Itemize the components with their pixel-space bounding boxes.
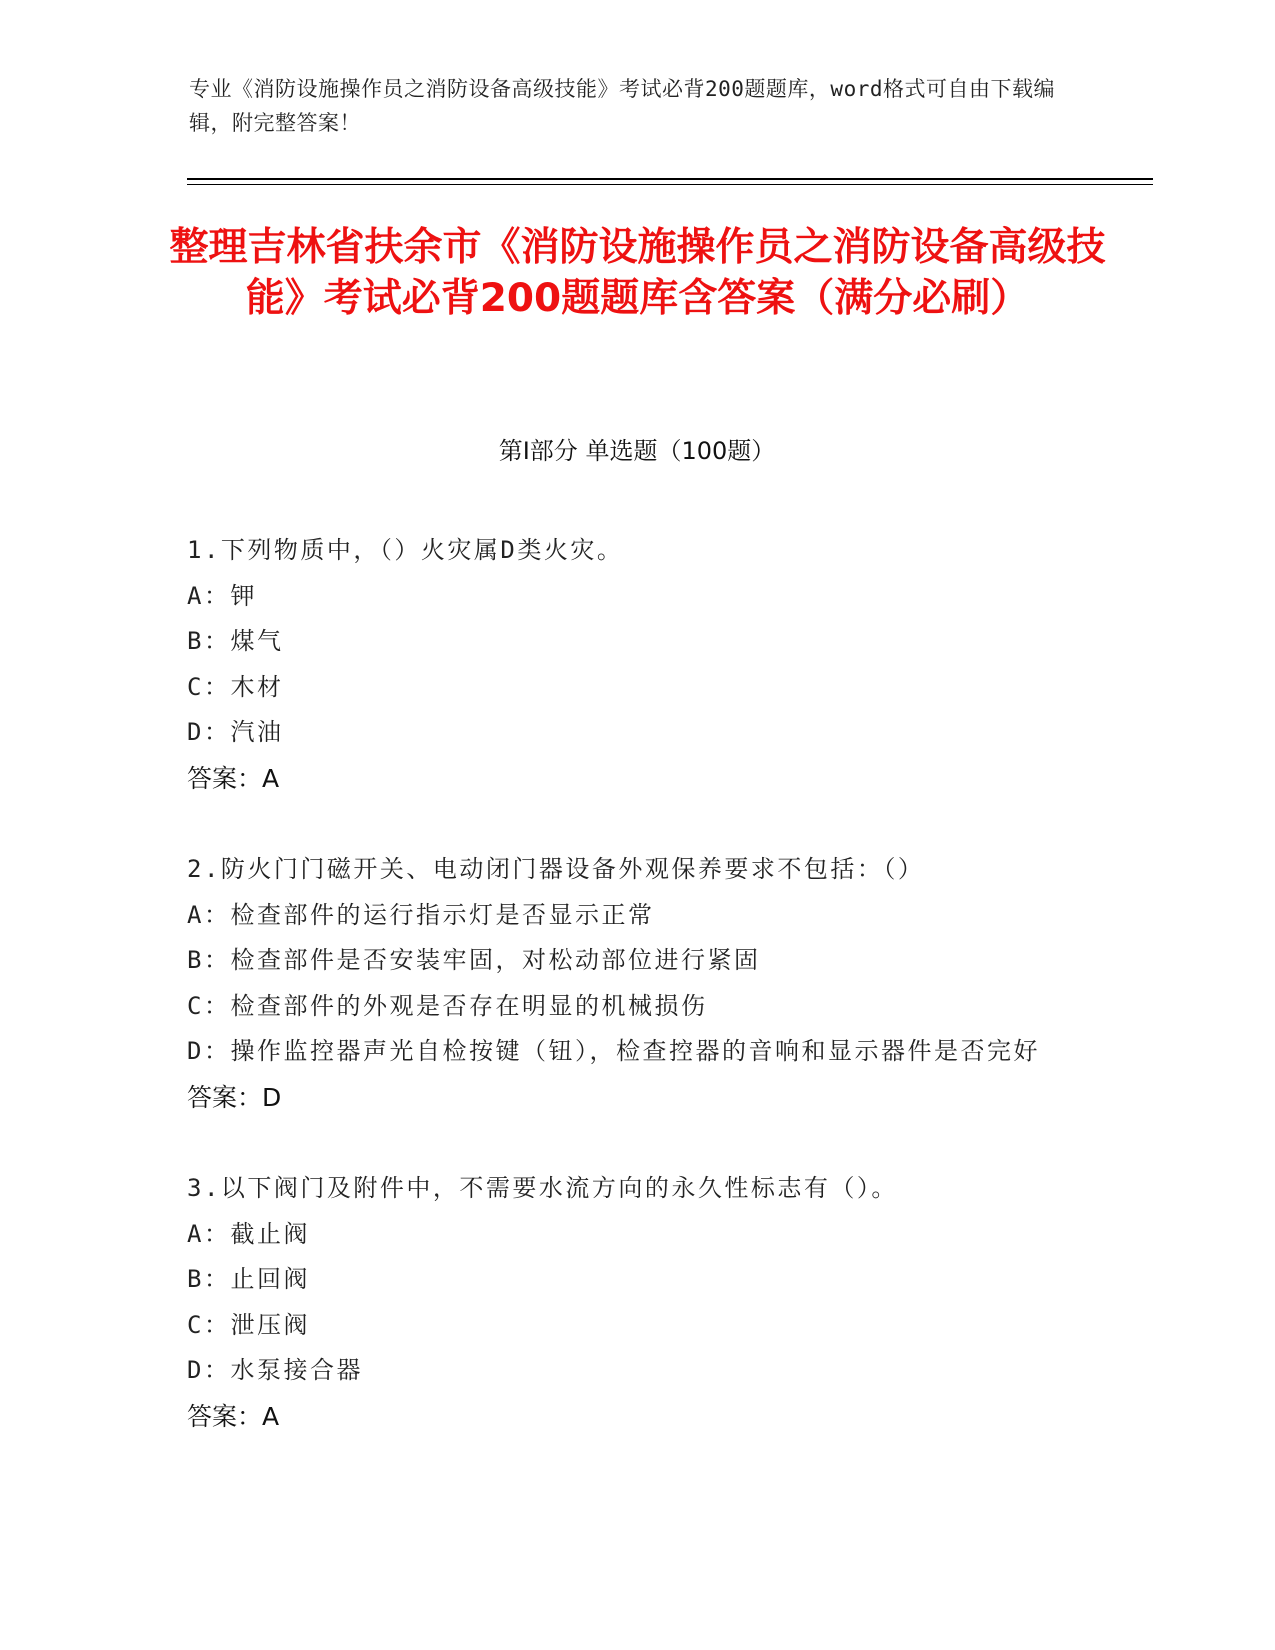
answer: 答案：A — [187, 763, 280, 793]
option-b: B：煤气 — [187, 627, 284, 655]
option-c: C：检查部件的外观是否存在明显的机械损伤 — [187, 991, 708, 1020]
question-list — [187, 528, 1087, 1485]
header-divider-thick — [187, 178, 1153, 180]
question-stem: 2.防火门门磁开关、电动闭门器设备外观保养要求不包括：（） — [187, 855, 925, 883]
option-d: D：水泵接合器 — [187, 1356, 363, 1384]
section-title: 第I部分 单选题（100题） — [498, 437, 776, 465]
question-2 — [187, 847, 1087, 1120]
option-a: A：截止阀 — [187, 1219, 310, 1248]
option-a: A：钾 — [187, 581, 257, 610]
option-c: C：泄压阀 — [187, 1310, 310, 1339]
option-b: B：止回阀 — [187, 1265, 310, 1293]
header-divider-thin — [187, 184, 1153, 185]
answer: 答案：D — [187, 1082, 282, 1112]
question-3 — [187, 1166, 1087, 1439]
option-d: D：操作监控器声光自检按键（钮），检查控器的音响和显示器件是否完好 — [187, 1037, 1040, 1065]
question-stem: 1.下列物质中，（）火灾属D类火灾。 — [187, 536, 624, 564]
question-1 — [187, 528, 1087, 801]
option-c: C：木材 — [187, 672, 284, 701]
option-d: D：汽油 — [187, 718, 284, 746]
header-note: 专业《消防设施操作员之消防设备高级技能》考试必背200题题库，word格式可自由下载编辑，附完整答案！ — [189, 77, 1055, 135]
answer: 答案：A — [187, 1401, 280, 1431]
option-a: A：检查部件的运行指示灯是否显示正常 — [187, 900, 655, 929]
document-title: 整理吉林省扶余市《消防设施操作员之消防设备高级技能》考试必背200题题库含答案（满分必刷） — [169, 225, 1106, 321]
question-stem: 3.以下阀门及附件中，不需要水流方向的永久性标志有（）。 — [187, 1174, 898, 1202]
option-b: B：检查部件是否安装牢固，对松动部位进行紧固 — [187, 946, 761, 974]
